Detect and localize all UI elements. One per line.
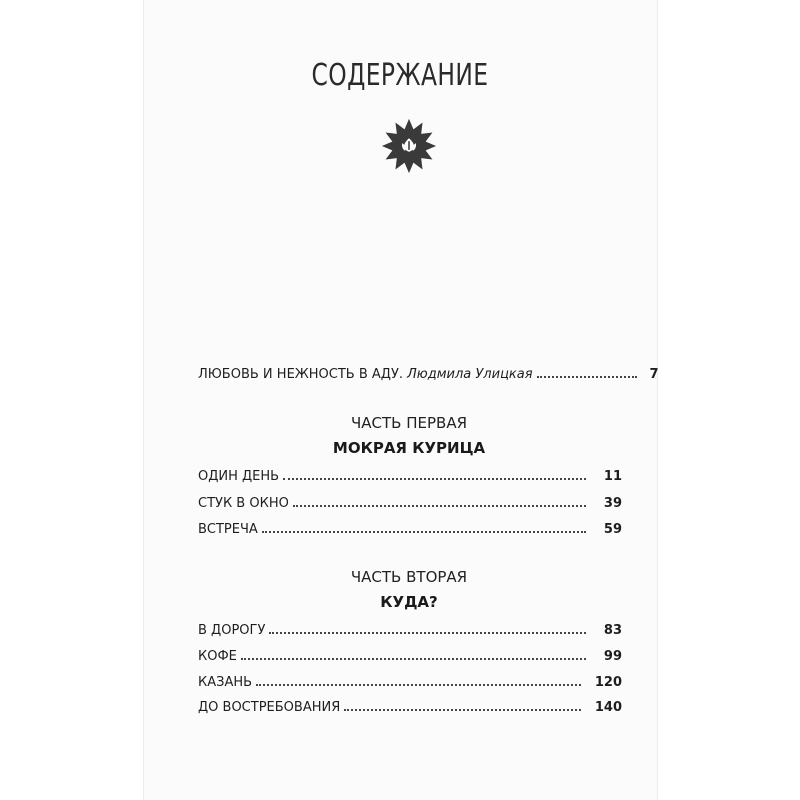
dot-leader (269, 632, 586, 634)
entry-title: ДО ВОСТРЕБОВАНИЯ (198, 700, 341, 715)
entry-title: В ДОРОГУ (198, 623, 266, 638)
part-title: МОКРАЯ КУРИЦА (332, 439, 486, 457)
dot-leader (293, 505, 586, 507)
part-title: КУДА? (380, 593, 438, 611)
part-label: ЧАСТЬ ПЕРВАЯ (350, 414, 467, 432)
page-number: 140 (594, 700, 622, 715)
entry-title: ВСТРЕЧА (198, 522, 258, 537)
contents-heading: СОДЕРЖАНИЕ (311, 58, 489, 93)
page-number: 83 (603, 623, 622, 638)
toc-entry[interactable] (198, 364, 659, 382)
page-number: 11 (603, 469, 622, 484)
entry-title: КОФЕ (198, 649, 237, 664)
dot-leader (344, 709, 581, 711)
toc-entry[interactable] (198, 646, 622, 664)
dot-leader (537, 376, 637, 378)
toc-entry[interactable] (198, 466, 622, 484)
star-flower-ornament-icon (380, 117, 438, 175)
page-number: 59 (603, 522, 622, 537)
entry-title: КАЗАНЬ (198, 675, 253, 690)
page-number: 120 (594, 675, 622, 690)
entry-title: ЛЮБОВЬ И НЕЖНОСТЬ В АДУ. (198, 367, 404, 382)
toc-entry[interactable] (198, 493, 622, 511)
dot-leader (283, 478, 586, 480)
dot-leader (256, 684, 581, 686)
entry-title: СТУК В ОКНО (198, 496, 289, 511)
part-label: ЧАСТЬ ВТОРАЯ (350, 568, 468, 586)
entry-author: Людмила Улицкая (407, 367, 533, 382)
entry-title: ОДИН ДЕНЬ (198, 469, 280, 484)
toc-entry[interactable] (198, 620, 622, 638)
toc-entry[interactable] (198, 672, 622, 690)
dot-leader (262, 531, 586, 533)
page-number: 7 (649, 367, 659, 382)
toc-entry[interactable] (198, 697, 622, 715)
page-number: 99 (603, 649, 622, 664)
toc-entry[interactable] (198, 519, 622, 537)
dot-leader (241, 658, 586, 660)
page-number: 39 (603, 496, 622, 511)
